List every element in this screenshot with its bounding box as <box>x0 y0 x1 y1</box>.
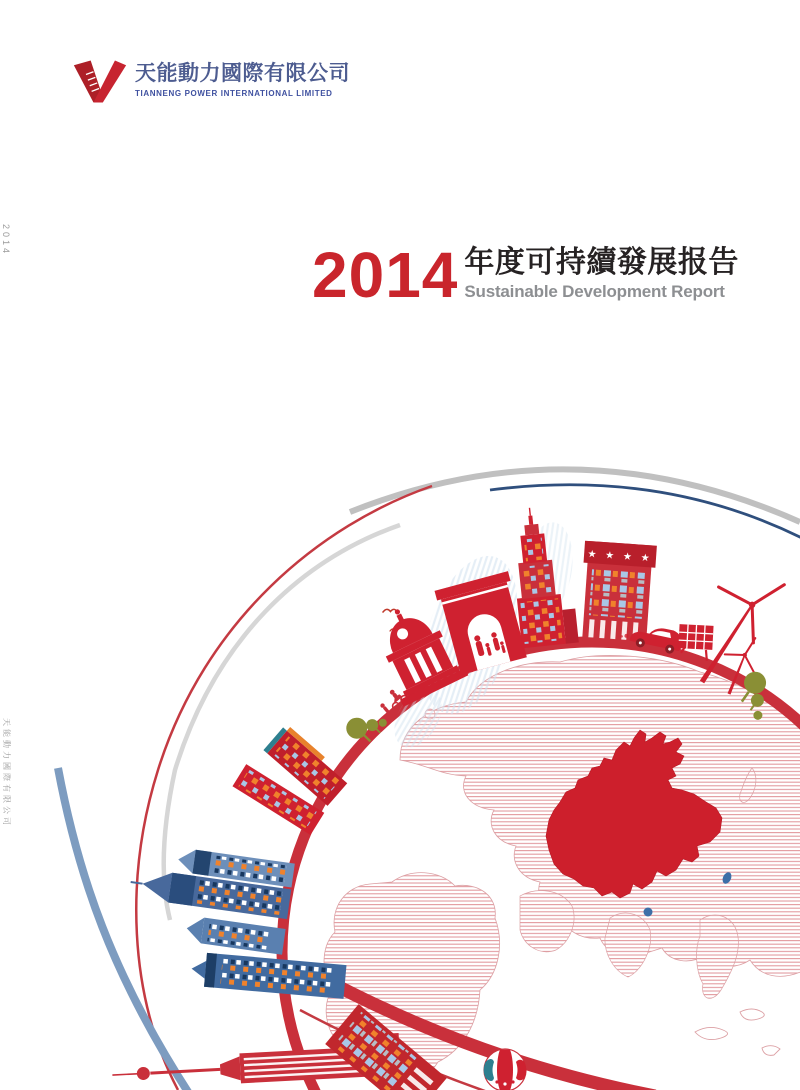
report-title-en: Sustainable Development Report <box>464 282 725 301</box>
hotel-stars-icon: ★ ★ ★ ★ <box>587 548 653 565</box>
report-year: 2014 <box>312 239 459 311</box>
arc-steel-blue <box>58 768 190 1090</box>
company-name-zh: 天能動力國際有限公司 <box>135 62 350 85</box>
hot-air-balloon-icon <box>484 1049 527 1090</box>
spine-text-bottom: 天能動力國際有限公司 <box>2 718 11 828</box>
blue-skyscraper-cluster-icon <box>124 841 295 954</box>
company-logo <box>72 58 350 106</box>
hainan-island <box>644 908 653 917</box>
report-title-zh: 年度可持續發展报告 <box>464 246 739 279</box>
company-name-en: TIANNENG POWER INTERNATIONAL LIMITED <box>135 89 333 99</box>
arc-gray <box>350 469 800 522</box>
company-logo-icon <box>72 58 128 106</box>
spine-text-top: 2014 <box>1 224 11 257</box>
cover-illustration <box>0 450 800 1090</box>
star-hotel-icon <box>578 541 657 646</box>
cover-title <box>312 239 739 311</box>
